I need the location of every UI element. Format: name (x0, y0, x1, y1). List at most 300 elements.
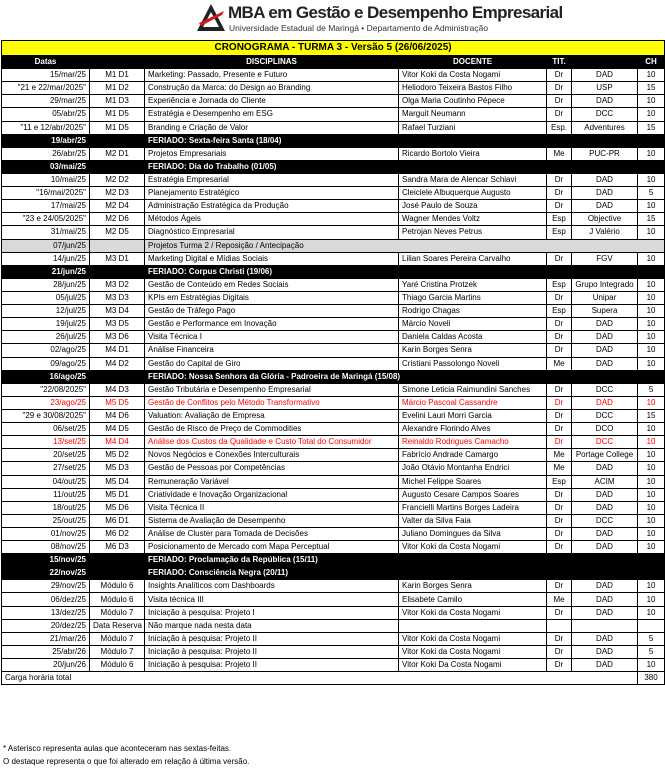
titulacao-cell: Me (547, 449, 572, 462)
instituicao-cell: DAD (572, 357, 638, 370)
discipline-cell: FERIADO: Dia do Trabalho (01/05) (145, 160, 665, 173)
titulacao-cell: Dr (547, 541, 572, 554)
discipline-cell: Administração Estratégica da Produção (145, 200, 399, 213)
date-cell: 18/out/25 (2, 501, 90, 514)
docente-cell: Petrojan Neves Petrus (399, 226, 547, 239)
instituicao-cell: Unipar (572, 291, 638, 304)
code-cell: M5 D4 (90, 475, 145, 488)
ch-cell: 10 (638, 291, 665, 304)
titulacao-cell: Dr (547, 632, 572, 645)
table-row (2, 82, 665, 95)
date-cell: 12/jul/25 (2, 305, 90, 318)
discipline-cell: Métodos Ágeis (145, 213, 399, 226)
discipline-cell: Projetos Empresariais (145, 147, 399, 160)
titulacao-cell: Dr (547, 344, 572, 357)
ch-cell: 10 (638, 423, 665, 436)
docente-cell: Rafael Turziani (399, 121, 547, 134)
titulacao-cell: Dr (547, 423, 572, 436)
instituicao-cell: DAD (572, 344, 638, 357)
code-cell: M5 D6 (90, 501, 145, 514)
discipline-cell: Posicionamento de Mercado com Mapa Perceptual (145, 541, 399, 554)
ch-cell: 10 (638, 593, 665, 606)
instituicao-cell: DAD (572, 173, 638, 186)
code-cell: M4 D5 (90, 423, 145, 436)
ch-cell: 10 (638, 108, 665, 121)
discipline-cell: Gestão de Pessoas por Competências (145, 462, 399, 475)
code-cell (90, 134, 145, 147)
discipline-cell: Gestão e Performance em Inovação (145, 318, 399, 331)
date-cell: 28/jun/25 (2, 278, 90, 291)
ch-cell: 10 (638, 606, 665, 619)
titulacao-cell (547, 619, 572, 632)
docente-cell: Lilian Soares Pereira Carvalho (399, 252, 547, 265)
instituicao-cell: USP (572, 82, 638, 95)
docente-cell: Rodrigo Chagas (399, 305, 547, 318)
code-cell (90, 370, 145, 383)
discipline-cell: Gestão Tributária e Desempenho Empresarial (145, 383, 399, 396)
ch-cell: 5 (638, 632, 665, 645)
date-cell: 11/out/25 (2, 488, 90, 501)
code-cell: M1 D3 (90, 95, 145, 108)
column-header-ch: CH (638, 56, 665, 69)
table-row (2, 514, 665, 527)
titulacao-cell: Dr (547, 488, 572, 501)
code-cell: M3 D1 (90, 252, 145, 265)
discipline-cell: Insights Analíticos com Dashboards (145, 580, 399, 593)
instituicao-cell: ACIM (572, 475, 638, 488)
table-row (2, 121, 665, 134)
titulacao-cell: Dr (547, 501, 572, 514)
header (0, 0, 665, 40)
date-cell: 29/nov/25 (2, 580, 90, 593)
code-cell: M3 D3 (90, 291, 145, 304)
docente-cell: Valter da Silva Faia (399, 514, 547, 527)
ch-cell: 10 (638, 659, 665, 672)
ch-cell: 10 (638, 396, 665, 409)
code-cell: Módulo 7 (90, 606, 145, 619)
discipline-cell: FERIADO: Proclamação da República (15/11) (145, 554, 665, 567)
titulacao-cell: Me (547, 147, 572, 160)
total-label: Carga horária total (2, 672, 638, 685)
titulacao-cell: Dr (547, 291, 572, 304)
docente-cell: Daniela Caldas Acosta (399, 331, 547, 344)
docente-cell: Vitor Koki da Costa Nogami (399, 606, 547, 619)
table-row (2, 632, 665, 645)
date-cell: 09/ago/25 (2, 357, 90, 370)
titulacao-cell: Dr (547, 409, 572, 422)
date-cell: 17/mai/25 (2, 200, 90, 213)
date-cell: 21/mar/26 (2, 632, 90, 645)
table-row (2, 488, 665, 501)
code-cell: M1 D2 (90, 82, 145, 95)
ch-cell: 10 (638, 95, 665, 108)
ch-cell: 10 (638, 226, 665, 239)
ch-cell: 10 (638, 501, 665, 514)
table-row (2, 147, 665, 160)
code-cell: M1 D5 (90, 121, 145, 134)
date-cell: "11 e 12/abr/2025" (2, 121, 90, 134)
discipline-cell: Gestão de Risco de Preço de Commodities (145, 423, 399, 436)
date-cell: 13/set/25 (2, 436, 90, 449)
titulacao-cell: Dr (547, 645, 572, 658)
instituicao-cell: PUC-PR (572, 147, 638, 160)
code-cell: Data Reserva (90, 619, 145, 632)
titulacao-cell: Dr (547, 527, 572, 540)
instituicao-cell: DAD (572, 69, 638, 82)
table-row (2, 213, 665, 226)
date-cell: 05/jul/25 (2, 291, 90, 304)
table-row (2, 305, 665, 318)
date-cell: 19/abr/25 (2, 134, 90, 147)
docente-cell: Cristiani Passolongo Noveli (399, 357, 547, 370)
ch-cell: 10 (638, 252, 665, 265)
docente-cell: Vitor Koki da Costa Nogami (399, 69, 547, 82)
discipline-cell: Não marque nada nesta data (145, 619, 399, 632)
table-row (2, 396, 665, 409)
docente-cell: Heliodoro Teixeira Bastos Filho (399, 82, 547, 95)
instituicao-cell: DAD (572, 541, 638, 554)
instituicao-cell: DAD (572, 318, 638, 331)
docente-cell: Cleiciele Albuquerque Augusto (399, 187, 547, 200)
date-cell: 23/ago/25 (2, 396, 90, 409)
holiday-row (2, 370, 665, 383)
date-cell: 20/dez/25 (2, 619, 90, 632)
instituicao-cell: DCC (572, 436, 638, 449)
date-cell: 16/ago/25 (2, 370, 90, 383)
instituicao-cell: DAD (572, 187, 638, 200)
titulacao-cell: Dr (547, 200, 572, 213)
table-row (2, 619, 665, 632)
column-header-docente: DOCENTE (399, 56, 547, 69)
discipline-cell: Estratégia e Desempenho em ESG (145, 108, 399, 121)
ch-cell: 5 (638, 645, 665, 658)
titulacao-cell: Dr (547, 187, 572, 200)
discipline-cell: Planejamento Estratégico (145, 187, 399, 200)
code-cell (90, 265, 145, 278)
ch-cell: 10 (638, 318, 665, 331)
discipline-cell: Análise Financeira (145, 344, 399, 357)
date-cell: 14/jun/25 (2, 252, 90, 265)
discipline-cell: Iniciação à pesquisa: Projeto II (145, 632, 399, 645)
code-cell: M2 D2 (90, 173, 145, 186)
code-cell: M2 D3 (90, 187, 145, 200)
date-cell: 19/jul/25 (2, 318, 90, 331)
reserve-row (2, 239, 665, 252)
ch-cell: 10 (638, 69, 665, 82)
code-cell: M2 D1 (90, 147, 145, 160)
footnotes (3, 742, 249, 768)
titulacao-cell: Dr (547, 318, 572, 331)
date-cell: 29/mar/25 (2, 95, 90, 108)
titulacao-cell: Esp (547, 278, 572, 291)
instituicao-cell: DAD (572, 488, 638, 501)
code-cell: M4 D1 (90, 344, 145, 357)
code-cell (90, 554, 145, 567)
code-cell: M5 D2 (90, 449, 145, 462)
ch-cell: 10 (638, 514, 665, 527)
discipline-cell: Construção da Marca: do Design ao Branding (145, 82, 399, 95)
titulacao-cell: Dr (547, 69, 572, 82)
instituicao-cell: DAD (572, 501, 638, 514)
ch-cell: 10 (638, 147, 665, 160)
discipline-cell: Visita Técnica I (145, 331, 399, 344)
discipline-cell: Valuation: Avaliação de Empresa (145, 409, 399, 422)
discipline-cell: FERIADO: Consciência Negra (20/11) (145, 567, 665, 580)
docente-cell: Vitor Koki da Costa Nogami (399, 645, 547, 658)
docente-cell: José Paulo de Souza (399, 200, 547, 213)
code-cell: M6 D2 (90, 527, 145, 540)
titulacao-cell: Esp (547, 213, 572, 226)
instituicao-cell: DAD (572, 632, 638, 645)
docente-cell: Ricardo Bortolo Vieira (399, 147, 547, 160)
discipline-cell: Iniciação à pesquisa: Projeto II (145, 645, 399, 658)
date-cell: 06/set/25 (2, 423, 90, 436)
docente-cell: Vitor Koki Da Costa Nogami (399, 659, 547, 672)
docente-cell: João Otávio Montanha Endrici (399, 462, 547, 475)
holiday-row (2, 160, 665, 173)
banner-title: CRONOGRAMA - TURMA 3 - Versão 5 (26/06/2025) (2, 41, 665, 56)
instituicao-cell: Grupo Integrado (572, 278, 638, 291)
discipline-cell: Experiência e Jornada do Cliente (145, 95, 399, 108)
code-cell: M6 D1 (90, 514, 145, 527)
total-row (2, 672, 665, 685)
table-row (2, 527, 665, 540)
code-cell: M5 D1 (90, 488, 145, 501)
ch-cell: 10 (638, 449, 665, 462)
date-cell: 13/dez/25 (2, 606, 90, 619)
schedule-table (1, 40, 665, 685)
date-cell: 15/nov/25 (2, 554, 90, 567)
docente-cell: Elisabete Camilo (399, 593, 547, 606)
instituicao-cell: DAD (572, 331, 638, 344)
discipline-cell: Gestão de Conteúdo em Redes Sociais (145, 278, 399, 291)
discipline-cell: Gestão de Tráfego Pago (145, 305, 399, 318)
instituicao-cell: FGV (572, 252, 638, 265)
date-cell: 15/mar/25 (2, 69, 90, 82)
titulacao-cell: Dr (547, 396, 572, 409)
code-cell: Módulo 6 (90, 659, 145, 672)
table-row (2, 645, 665, 658)
discipline-cell: Gestão do Capital de Giro (145, 357, 399, 370)
ch-cell: 10 (638, 527, 665, 540)
docente-cell: Sandra Mara de Alencar Schiavi (399, 173, 547, 186)
titulacao-cell: Dr (547, 659, 572, 672)
code-cell: M2 D5 (90, 226, 145, 239)
holiday-row (2, 554, 665, 567)
table-row (2, 475, 665, 488)
date-cell: 22/nov/25 (2, 567, 90, 580)
ch-cell: 15 (638, 213, 665, 226)
code-cell (90, 239, 145, 252)
table-row (2, 606, 665, 619)
discipline-cell: Criatividade e Inovação Organizacional (145, 488, 399, 501)
titulacao-cell: Dr (547, 331, 572, 344)
instituicao-cell: DCC (572, 409, 638, 422)
code-cell: Módulo 6 (90, 580, 145, 593)
table-row (2, 200, 665, 213)
docente-cell: Fabrício Andrade Camargo (399, 449, 547, 462)
docente-cell: Alexandre Florindo Alves (399, 423, 547, 436)
instituicao-cell: DAD (572, 396, 638, 409)
code-cell: Módulo 6 (90, 593, 145, 606)
discipline-cell: Estratégia Empresarial (145, 173, 399, 186)
titulacao-cell: Dr (547, 436, 572, 449)
date-cell: 06/dez/25 (2, 593, 90, 606)
discipline-cell: Remuneração Variável (145, 475, 399, 488)
docente-cell: Olga Maria Coutinho Pépece (399, 95, 547, 108)
instituicao-cell: J Valério (572, 226, 638, 239)
table-row (2, 252, 665, 265)
code-cell (90, 160, 145, 173)
ch-cell (638, 619, 665, 632)
instituicao-cell (572, 619, 638, 632)
ch-cell: 10 (638, 200, 665, 213)
docente-cell: Yaré Cristina Protzek (399, 278, 547, 291)
code-cell: M4 D4 (90, 436, 145, 449)
discipline-cell: Análise dos Custos da Qualidade e Custo Total do Consumidor (145, 436, 399, 449)
ch-cell: 15 (638, 409, 665, 422)
schedule-banner (2, 41, 665, 56)
footnote-highlight: O destaque representa o que foi alterado em relação à última versão. (3, 757, 250, 766)
holiday-row (2, 134, 665, 147)
ch-cell: 10 (638, 436, 665, 449)
discipline-cell: Projetos Turma 2 / Reposição / Antecipação (145, 239, 665, 252)
table-row (2, 501, 665, 514)
docente-cell: Karin Borges Senra (399, 580, 547, 593)
table-row (2, 318, 665, 331)
titulacao-cell: Dr (547, 173, 572, 186)
instituicao-cell: DCC (572, 108, 638, 121)
date-cell: 08/nov/25 (2, 541, 90, 554)
table-row (2, 331, 665, 344)
column-header-code (90, 56, 145, 69)
date-cell: 31/mai/25 (2, 226, 90, 239)
table-row (2, 449, 665, 462)
column-header-datas: Datas (2, 56, 90, 69)
table-row (2, 580, 665, 593)
date-cell: 05/abr/25 (2, 108, 90, 121)
discipline-cell: FERIADO: Corpus Christi (19/06) (145, 265, 665, 278)
date-cell: 26/abr/25 (2, 147, 90, 160)
code-cell: M4 D6 (90, 409, 145, 422)
discipline-cell: Iniciação à pesquisa: Projeto I (145, 606, 399, 619)
code-cell: M5 D3 (90, 462, 145, 475)
instituicao-cell: Portage College (572, 449, 638, 462)
instituicao-cell: DAD (572, 659, 638, 672)
instituicao-cell: DAD (572, 606, 638, 619)
instituicao-cell: DAD (572, 593, 638, 606)
code-cell: M4 D2 (90, 357, 145, 370)
total-value: 380 (638, 672, 665, 685)
docente-cell: Michel Felippe Soares (399, 475, 547, 488)
uem-logo-icon (196, 3, 226, 33)
table-row (2, 95, 665, 108)
docente-cell: Reinaldo Rodrigues Camacho (399, 436, 547, 449)
ch-cell: 10 (638, 331, 665, 344)
code-cell: M2 D6 (90, 213, 145, 226)
instituicao-cell: Adventures (572, 121, 638, 134)
instituicao-cell: DAD (572, 527, 638, 540)
date-cell: 26/jul/25 (2, 331, 90, 344)
date-cell: 21/jun/25 (2, 265, 90, 278)
titulacao-cell: Esp (547, 226, 572, 239)
date-cell: 25/abr/26 (2, 645, 90, 658)
discipline-cell: Sistema de Avaliação de Desempenho (145, 514, 399, 527)
table-row (2, 357, 665, 370)
ch-cell: 10 (638, 357, 665, 370)
docente-cell: Simone Leticia Raimundini Sanches (399, 383, 547, 396)
brand-subtitle: Universidade Estadual de Maringá • Departamento de Administração (229, 23, 489, 33)
code-cell: M3 D6 (90, 331, 145, 344)
instituicao-cell: Objective (572, 213, 638, 226)
ch-cell: 5 (638, 383, 665, 396)
date-cell: "16/mai/2025" (2, 187, 90, 200)
docente-cell: Augusto Cesare Campos Soares (399, 488, 547, 501)
instituicao-cell: DAD (572, 645, 638, 658)
titulacao-cell: Dr (547, 108, 572, 121)
table-row (2, 659, 665, 672)
titulacao-cell: Dr (547, 252, 572, 265)
ch-cell: 10 (638, 344, 665, 357)
date-cell: 01/nov/25 (2, 527, 90, 540)
titulacao-cell: Dr (547, 580, 572, 593)
date-cell: 03/mai/25 (2, 160, 90, 173)
date-cell: 20/jun/26 (2, 659, 90, 672)
code-cell: Módulo 7 (90, 645, 145, 658)
table-row (2, 187, 665, 200)
instituicao-cell: DCC (572, 383, 638, 396)
table-row (2, 423, 665, 436)
table-row (2, 278, 665, 291)
instituicao-cell: DAD (572, 462, 638, 475)
ch-cell: 10 (638, 462, 665, 475)
docente-cell: Thiago Garcia Martins (399, 291, 547, 304)
table-row (2, 593, 665, 606)
discipline-cell: Novos Negócios e Conexões Interculturais (145, 449, 399, 462)
docente-cell (399, 619, 547, 632)
code-cell: M3 D4 (90, 305, 145, 318)
footnote-asterisk: * Asterisco representa aulas que aconteceram nas sextas-feitas. (3, 744, 232, 753)
titulacao-cell: Dr (547, 383, 572, 396)
ch-cell: 15 (638, 82, 665, 95)
table-row (2, 69, 665, 82)
titulacao-cell: Dr (547, 514, 572, 527)
discipline-cell: KPIs em Estratégias Digitais (145, 291, 399, 304)
titulacao-cell: Dr (547, 82, 572, 95)
docente-cell: Juliano Domingues da Silva (399, 527, 547, 540)
date-cell: 20/set/25 (2, 449, 90, 462)
date-cell: 27/set/25 (2, 462, 90, 475)
date-cell: 25/out/25 (2, 514, 90, 527)
discipline-cell: Marketing: Passado, Presente e Futuro (145, 69, 399, 82)
date-cell: 04/out/25 (2, 475, 90, 488)
titulacao-cell: Dr (547, 606, 572, 619)
code-cell: M6 D3 (90, 541, 145, 554)
table-row (2, 462, 665, 475)
date-cell: 10/mai/25 (2, 173, 90, 186)
column-header-tit: TIT. (547, 56, 572, 69)
table-row (2, 226, 665, 239)
code-cell: M3 D5 (90, 318, 145, 331)
table-row (2, 383, 665, 396)
date-cell: 02/ago/25 (2, 344, 90, 357)
titulacao-cell: Esp (547, 305, 572, 318)
code-cell: M1 D1 (90, 69, 145, 82)
code-cell: Módulo 7 (90, 632, 145, 645)
date-cell: "29 e 30/08/2025" (2, 409, 90, 422)
discipline-cell: Visita técnica III (145, 593, 399, 606)
code-cell: M2 D4 (90, 200, 145, 213)
